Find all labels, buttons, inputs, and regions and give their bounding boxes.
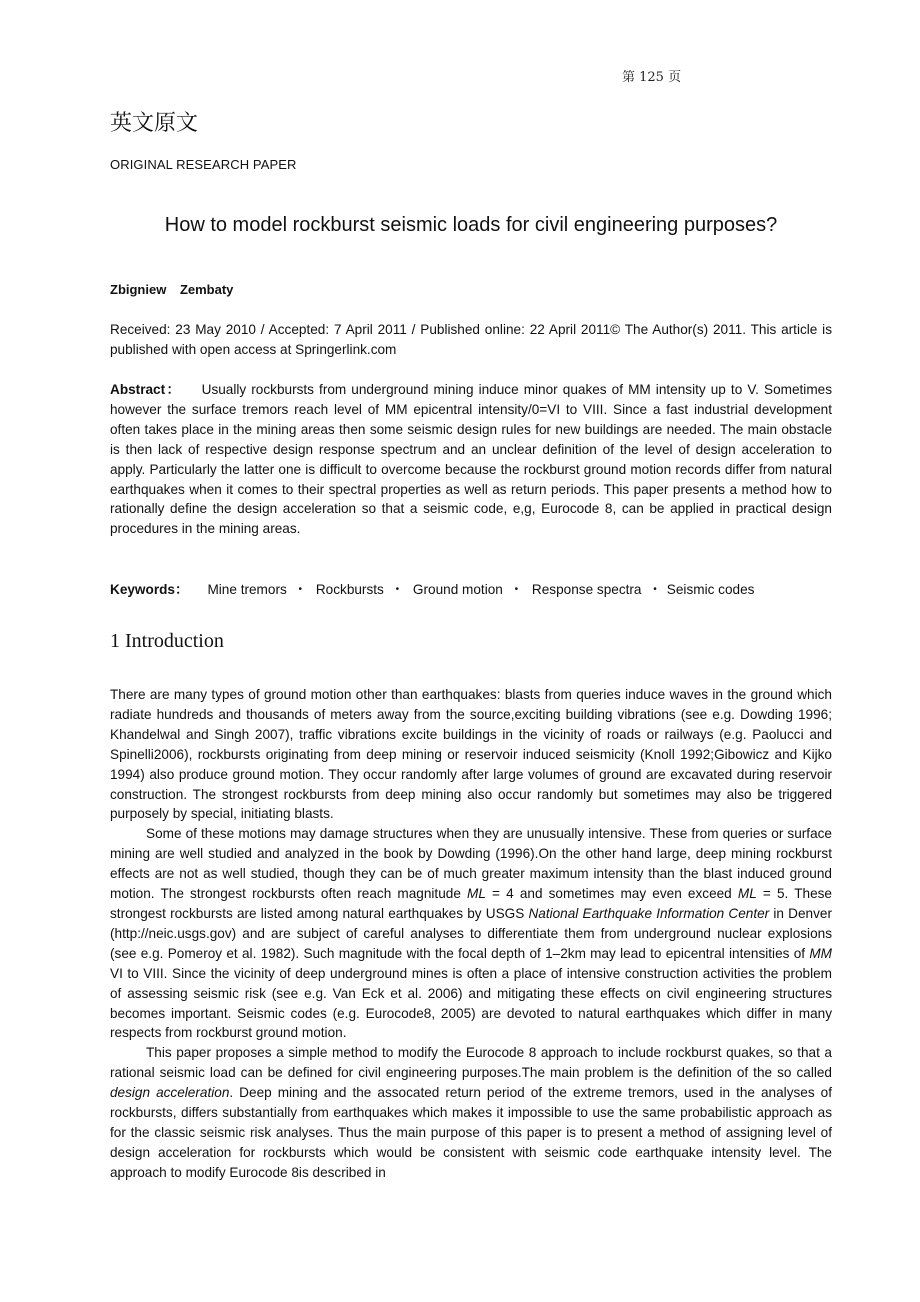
paragraph: There are many types of ground motion other than earthquakes: blasts from queries induce waves in the ground which radiate hundreds and thousands of meters away from the source,exciting building vibrations (see e.g. Dowding 1996; Khandelwal and Singh 2007), traffic vibrations excite buildings in the vicinity of roads or railways (e.g. Paolucci and Spinelli2006), rockbursts originating from deep mining or reservoir induced seismicity (Knoll 1992;Gibowicz and Kijko 1994) also produce ground motion. They occur randomly after large volumes of ground are excavated during reservoir construction. The strongest rockbursts from deep mining also occur randomly but sometimes may also be triggered purposely by special, initiating blasts. — [110, 687, 832, 822]
keyword: Response spectra — [531, 582, 642, 597]
keyword-separator: • — [653, 584, 657, 595]
paper-title: How to model rockburst seismic loads for civil engineering purposes? — [164, 214, 778, 236]
introduction-body — [110, 685, 832, 1183]
keyword: Mine tremors — [207, 582, 287, 597]
keywords — [110, 580, 832, 600]
abstract-text: Usually rockbursts from underground mining induce minor quakes of MM intensity up to V. Sometimes however the surface tremors reach level of MM epicentral intensity/0=VI to VIII. Since a fast industrial development often takes place in the mining areas then some seismic design rules for new buildings are needed. The main obstacle is then lack of respective design response spectrum and an unclear definition of the level of design acceleration to apply. Particularly the latter one is difficult to overcome because the rockburst ground motion records differ from natural earthquakes when it comes to their spectral properties as well as return periods. This paper presents a method how to rationally define the design acceleration so that a seismic code, e,g, Eurocode 8, can be applied in practical design procedures in the mining areas. — [110, 382, 832, 537]
paragraph: Some of these motions may damage structures when they are unusually intensive. These from queries or surface mining are well studied and analyzed in the book by Dowding (1996).On the other hand large, deep mining rockburst effects are not as well studied, though they can be of much greater maximum intensity than the blast induced ground motion. The strongest rockbursts often reach magnitude ML = 4 and sometimes may even exceed ML = 5. These strongest rockbursts are listed among natural earthquakes by USGS National Earthquake Information Center in Denver (http://neic.usgs.gov) and are subject of careful analyses to differentiate them from underground nuclear explosions (see e.g. Pomeroy et al. 1982). Such magnitude with the focal depth of 1–2km may lead to epicentral intensities of MM VI to VIII. Since the vicinity of deep underground mines is often a place of intensive construction activities the problem of assessing seismic risk (see e.g. Van Eck et al. 2006) and mitigating these effects on civil engineering structures becomes important. Seismic codes (e.g. Eurocode8, 2005) are devoted to natural earthquakes which differ in many respects from rockburst ground motion. — [110, 826, 832, 1041]
page-number: 第 125 页 — [622, 70, 682, 85]
publication-info: Received: 23 May 2010 / Accepted: 7 April 2011 / Published online: 22 April 2011© The Author(s) 2011. This article is published with open access at Springerlink.com — [110, 322, 832, 357]
keyword-separator: • — [298, 584, 303, 595]
abstract-label: Abstract： — [110, 382, 182, 397]
keyword: Ground motion — [412, 582, 503, 597]
paper-type: ORIGINAL RESEARCH PAPER — [110, 157, 297, 172]
authors: Zbigniew Zembaty — [110, 282, 234, 297]
keyword-separator: • — [395, 584, 400, 595]
keyword: Rockbursts — [315, 582, 384, 597]
paragraph: This paper proposes a simple method to modify the Eurocode 8 approach to include rockburst quakes, so that a rational seismic load can be defined for civil engineering purposes.The main problem is the definition of the so called design acceleration. Deep mining and the assocated return period of the extreme tremors, used in the analyses of rockbursts, differs substantially from earthquakes which makes it impossible to use the same probabilistic approach as for the classic seismic risk analyses. Thus the main purpose of this paper is to present a method of assigning level of design acceleration for rockbursts which would be consistent with seismic code earthquake intensity level. The approach to modify Eurocode 8is described in — [110, 1045, 832, 1180]
keyword: Seismic codes — [666, 582, 755, 597]
keyword-separator: • — [514, 584, 519, 595]
keywords-label: Keywords： — [110, 582, 189, 597]
section-heading: 1 Introduction — [110, 630, 224, 652]
section-label: 英文原文 — [110, 111, 199, 136]
abstract — [110, 380, 832, 539]
